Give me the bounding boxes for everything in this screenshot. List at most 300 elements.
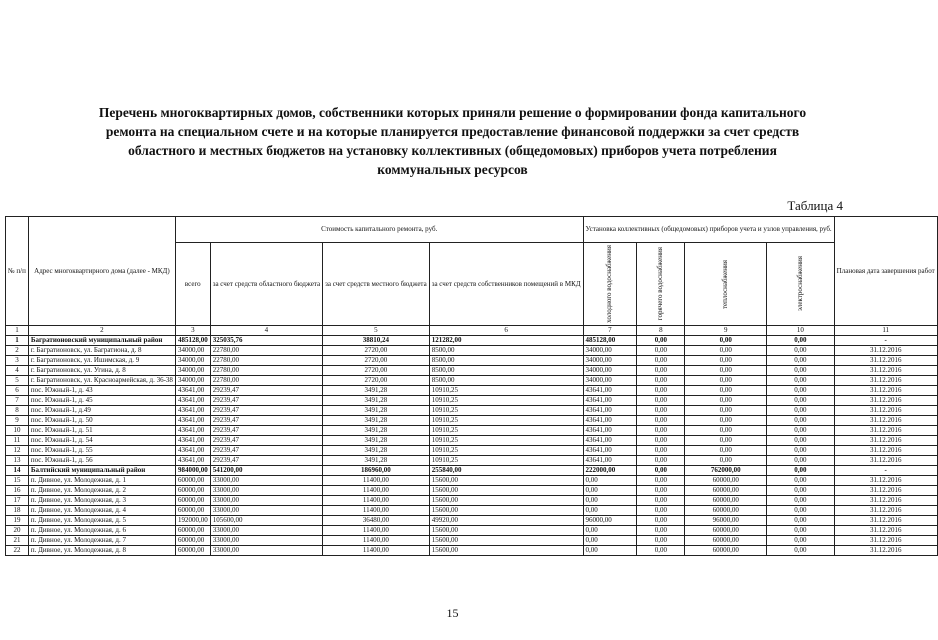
heading-line: коммунальных ресурсов bbox=[377, 162, 528, 177]
cell-electricity: 0,00 bbox=[767, 446, 835, 456]
cell-total: 43641,00 bbox=[175, 386, 210, 396]
cell-owners: 15600,00 bbox=[429, 536, 583, 546]
cell-regional: 33000,00 bbox=[210, 526, 322, 536]
cell-owners: 10910,25 bbox=[429, 426, 583, 436]
cell-date: 31.12.2016 bbox=[834, 426, 937, 436]
cell-electricity: 0,00 bbox=[767, 376, 835, 386]
column-number: 8 bbox=[637, 326, 685, 336]
cell-electricity: 0,00 bbox=[767, 476, 835, 486]
table-row bbox=[6, 526, 938, 536]
table-row bbox=[6, 496, 938, 506]
cell-cold-water: 0,00 bbox=[583, 546, 637, 556]
cell-electricity: 0,00 bbox=[767, 516, 835, 526]
cell-hot-water: 0,00 bbox=[637, 396, 685, 406]
cell-regional: 29239,47 bbox=[210, 446, 322, 456]
cell-local: 11400,00 bbox=[323, 536, 430, 546]
cell-local: 2720,00 bbox=[323, 346, 430, 356]
page-number: 15 bbox=[446, 606, 459, 620]
cell-electricity: 0,00 bbox=[767, 436, 835, 446]
cell-num: 13 bbox=[6, 456, 29, 466]
cell-date: 31.12.2016 bbox=[834, 416, 937, 426]
cell-regional: 29239,47 bbox=[210, 416, 322, 426]
cell-total: 60000,00 bbox=[175, 476, 210, 486]
cell-total: 43641,00 bbox=[175, 426, 210, 436]
header-regional: за счет средств областного бюджета bbox=[210, 243, 322, 326]
cell-heat: 0,00 bbox=[685, 426, 767, 436]
cell-electricity: 0,00 bbox=[767, 456, 835, 466]
table-row bbox=[6, 386, 938, 396]
cell-num: 6 bbox=[6, 386, 29, 396]
cell-owners: 15600,00 bbox=[429, 546, 583, 556]
cell-local: 2720,00 bbox=[323, 366, 430, 376]
cell-local: 11400,00 bbox=[323, 486, 430, 496]
cell-regional: 29239,47 bbox=[210, 386, 322, 396]
cell-total: 43641,00 bbox=[175, 406, 210, 416]
cell-hot-water: 0,00 bbox=[637, 436, 685, 446]
header-owners: за счет средств собственников помещений в МКД bbox=[429, 243, 583, 326]
cell-address: пос. Южный-1, д.49 bbox=[28, 406, 175, 416]
cell-owners: 121282,00 bbox=[429, 336, 583, 346]
column-number: 1 bbox=[6, 326, 29, 336]
heading-line: Перечень многоквартирных домов, собственники которых приняли решение о формировании фонда капитального bbox=[98, 105, 807, 120]
cell-owners: 10910,25 bbox=[429, 406, 583, 416]
table-row bbox=[6, 416, 938, 426]
column-number: 11 bbox=[834, 326, 937, 336]
header-address: Адрес многоквартирного дома (далее - МКД) bbox=[28, 217, 175, 326]
table-row bbox=[6, 396, 938, 406]
cell-heat: 0,00 bbox=[685, 446, 767, 456]
header-cost-group: Стоимость капитального ремонта, руб. bbox=[175, 217, 583, 243]
cell-date: 31.12.2016 bbox=[834, 506, 937, 516]
cell-local: 3491,28 bbox=[323, 386, 430, 396]
cell-date: 31.12.2016 bbox=[834, 526, 937, 536]
cell-cold-water: 485128,00 bbox=[583, 336, 637, 346]
cell-heat: 0,00 bbox=[685, 436, 767, 446]
cell-num: 5 bbox=[6, 376, 29, 386]
cell-num: 14 bbox=[6, 466, 29, 476]
cell-electricity: 0,00 bbox=[767, 346, 835, 356]
cell-heat: 60000,00 bbox=[685, 506, 767, 516]
cell-num: 11 bbox=[6, 436, 29, 446]
table-row bbox=[6, 456, 938, 466]
cell-hot-water: 0,00 bbox=[637, 376, 685, 386]
cell-owners: 10910,25 bbox=[429, 446, 583, 456]
cell-owners: 10910,25 bbox=[429, 456, 583, 466]
cell-owners: 8500,00 bbox=[429, 366, 583, 376]
cell-cold-water: 0,00 bbox=[583, 526, 637, 536]
table-row bbox=[6, 516, 938, 526]
cell-heat: 0,00 bbox=[685, 336, 767, 346]
cell-heat: 0,00 bbox=[685, 356, 767, 366]
cell-cold-water: 0,00 bbox=[583, 486, 637, 496]
cell-total: 60000,00 bbox=[175, 546, 210, 556]
table-row bbox=[6, 336, 938, 346]
cell-electricity: 0,00 bbox=[767, 396, 835, 406]
cell-address: Багратионовский муниципальный район bbox=[28, 336, 175, 346]
cell-total: 43641,00 bbox=[175, 416, 210, 426]
cell-num: 1 bbox=[6, 336, 29, 346]
table-row bbox=[6, 486, 938, 496]
header-cold-water-label: холодного водоснабжения bbox=[605, 245, 614, 323]
cell-heat: 0,00 bbox=[685, 396, 767, 406]
cell-owners: 15600,00 bbox=[429, 476, 583, 486]
cell-local: 3491,28 bbox=[323, 426, 430, 436]
cell-date: 31.12.2016 bbox=[834, 406, 937, 416]
cell-cold-water: 43641,00 bbox=[583, 456, 637, 466]
cell-date: 31.12.2016 bbox=[834, 366, 937, 376]
cell-total: 43641,00 bbox=[175, 396, 210, 406]
cell-address: п. Дивное, ул. Молодежная, д. 7 bbox=[28, 536, 175, 546]
cell-address: пос. Южный-1, д. 55 bbox=[28, 446, 175, 456]
table-row bbox=[6, 536, 938, 546]
cell-total: 60000,00 bbox=[175, 536, 210, 546]
column-number: 7 bbox=[583, 326, 637, 336]
cell-address: п. Дивное, ул. Молодежная, д. 2 bbox=[28, 486, 175, 496]
cell-heat: 762000,00 bbox=[685, 466, 767, 476]
cell-hot-water: 0,00 bbox=[637, 486, 685, 496]
cell-date: 31.12.2016 bbox=[834, 536, 937, 546]
table-row bbox=[6, 346, 938, 356]
cell-heat: 0,00 bbox=[685, 366, 767, 376]
cell-owners: 10910,25 bbox=[429, 386, 583, 396]
cell-heat: 60000,00 bbox=[685, 486, 767, 496]
cell-local: 3491,28 bbox=[323, 436, 430, 446]
cell-regional: 33000,00 bbox=[210, 536, 322, 546]
cell-total: 485128,00 bbox=[175, 336, 210, 346]
cell-cold-water: 0,00 bbox=[583, 536, 637, 546]
header-electricity-label: электроснабжения bbox=[795, 256, 804, 312]
cell-num: 8 bbox=[6, 406, 29, 416]
cell-local: 3491,28 bbox=[323, 396, 430, 406]
cell-heat: 0,00 bbox=[685, 376, 767, 386]
cell-regional: 29239,47 bbox=[210, 426, 322, 436]
cell-regional: 29239,47 bbox=[210, 396, 322, 406]
cell-regional: 33000,00 bbox=[210, 496, 322, 506]
header-cold-water bbox=[583, 243, 637, 326]
cell-address: г. Багратионовск, ул. Багратиона, д. 8 bbox=[28, 346, 175, 356]
heading-line: областного и местных бюджетов на установку коллективных (общедомовых) приборов учета потребления bbox=[128, 143, 777, 158]
cell-num: 15 bbox=[6, 476, 29, 486]
cell-owners: 49920,00 bbox=[429, 516, 583, 526]
cell-hot-water: 0,00 bbox=[637, 416, 685, 426]
cell-address: г. Багратионовск, ул. Ишимская, д. 9 bbox=[28, 356, 175, 366]
cell-local: 3491,28 bbox=[323, 406, 430, 416]
cell-hot-water: 0,00 bbox=[637, 356, 685, 366]
cell-date: 31.12.2016 bbox=[834, 496, 937, 506]
header-heat-label: теплоснабжения bbox=[721, 259, 730, 309]
heading-line: ремонта на специальном счете и на которые планируется предоставление финансовой поддержки за счет средств bbox=[105, 124, 800, 139]
cell-electricity: 0,00 bbox=[767, 366, 835, 376]
cell-date: 31.12.2016 bbox=[834, 446, 937, 456]
cell-heat: 0,00 bbox=[685, 406, 767, 416]
cell-hot-water: 0,00 bbox=[637, 536, 685, 546]
cell-regional: 33000,00 bbox=[210, 546, 322, 556]
cell-regional: 22780,00 bbox=[210, 376, 322, 386]
cell-regional: 29239,47 bbox=[210, 436, 322, 446]
cell-regional: 22780,00 bbox=[210, 356, 322, 366]
cell-date: 31.12.2016 bbox=[834, 346, 937, 356]
cell-regional: 105600,00 bbox=[210, 516, 322, 526]
cell-local: 11400,00 bbox=[323, 546, 430, 556]
cell-date: 31.12.2016 bbox=[834, 476, 937, 486]
cell-date: - bbox=[834, 336, 937, 346]
cell-heat: 60000,00 bbox=[685, 526, 767, 536]
header-electricity bbox=[767, 243, 835, 326]
cell-num: 10 bbox=[6, 426, 29, 436]
cell-date: 31.12.2016 bbox=[834, 486, 937, 496]
cell-electricity: 0,00 bbox=[767, 356, 835, 366]
cell-owners: 10910,25 bbox=[429, 396, 583, 406]
cell-num: 22 bbox=[6, 546, 29, 556]
cell-hot-water: 0,00 bbox=[637, 506, 685, 516]
cell-hot-water: 0,00 bbox=[637, 466, 685, 476]
cell-hot-water: 0,00 bbox=[637, 526, 685, 536]
cell-total: 34000,00 bbox=[175, 346, 210, 356]
cell-total: 43641,00 bbox=[175, 436, 210, 446]
cell-hot-water: 0,00 bbox=[637, 476, 685, 486]
cell-regional: 22780,00 bbox=[210, 346, 322, 356]
cell-owners: 15600,00 bbox=[429, 496, 583, 506]
cell-owners: 8500,00 bbox=[429, 356, 583, 366]
cell-cold-water: 43641,00 bbox=[583, 386, 637, 396]
cell-local: 3491,28 bbox=[323, 416, 430, 426]
cell-total: 34000,00 bbox=[175, 366, 210, 376]
cell-heat: 0,00 bbox=[685, 416, 767, 426]
cell-cold-water: 43641,00 bbox=[583, 396, 637, 406]
cell-total: 34000,00 bbox=[175, 376, 210, 386]
column-number: 6 bbox=[429, 326, 583, 336]
cell-regional: 541200,00 bbox=[210, 466, 322, 476]
cell-electricity: 0,00 bbox=[767, 536, 835, 546]
table-row bbox=[6, 356, 938, 366]
cell-num: 20 bbox=[6, 526, 29, 536]
cell-local: 11400,00 bbox=[323, 506, 430, 516]
header-date: Плановая дата завершения работ bbox=[834, 217, 937, 326]
cell-cold-water: 34000,00 bbox=[583, 356, 637, 366]
cell-owners: 8500,00 bbox=[429, 376, 583, 386]
cell-cold-water: 0,00 bbox=[583, 496, 637, 506]
table-row bbox=[6, 366, 938, 376]
column-number: 2 bbox=[28, 326, 175, 336]
cell-cold-water: 43641,00 bbox=[583, 426, 637, 436]
cell-electricity: 0,00 bbox=[767, 546, 835, 556]
cell-regional: 33000,00 bbox=[210, 476, 322, 486]
cell-address: Балтийский муниципальный район bbox=[28, 466, 175, 476]
cell-cold-water: 34000,00 bbox=[583, 346, 637, 356]
cell-date: 31.12.2016 bbox=[834, 356, 937, 366]
table-label: Таблица 4 bbox=[787, 198, 843, 213]
cell-regional: 325035,76 bbox=[210, 336, 322, 346]
cell-num: 17 bbox=[6, 496, 29, 506]
cell-hot-water: 0,00 bbox=[637, 446, 685, 456]
cell-num: 18 bbox=[6, 506, 29, 516]
cell-heat: 96000,00 bbox=[685, 516, 767, 526]
column-number-row bbox=[6, 326, 938, 336]
data-table bbox=[5, 216, 938, 556]
cell-local: 11400,00 bbox=[323, 476, 430, 486]
cell-hot-water: 0,00 bbox=[637, 456, 685, 466]
cell-regional: 29239,47 bbox=[210, 406, 322, 416]
cell-owners: 8500,00 bbox=[429, 346, 583, 356]
column-number: 3 bbox=[175, 326, 210, 336]
cell-local: 3491,28 bbox=[323, 446, 430, 456]
cell-hot-water: 0,00 bbox=[637, 426, 685, 436]
cell-num: 4 bbox=[6, 366, 29, 376]
cell-address: пос. Южный-1, д. 56 bbox=[28, 456, 175, 466]
header-total: всего bbox=[175, 243, 210, 326]
cell-total: 43641,00 bbox=[175, 446, 210, 456]
cell-date: 31.12.2016 bbox=[834, 516, 937, 526]
cell-num: 3 bbox=[6, 356, 29, 366]
cell-local: 3491,28 bbox=[323, 456, 430, 466]
cell-num: 19 bbox=[6, 516, 29, 526]
cell-electricity: 0,00 bbox=[767, 506, 835, 516]
header-hot-water-label: горячего водоснабжения bbox=[656, 247, 665, 321]
cell-local: 38810,24 bbox=[323, 336, 430, 346]
cell-cold-water: 43641,00 bbox=[583, 436, 637, 446]
cell-date: 31.12.2016 bbox=[834, 456, 937, 466]
cell-address: пос. Южный-1, д. 45 bbox=[28, 396, 175, 406]
cell-regional: 29239,47 bbox=[210, 456, 322, 466]
cell-cold-water: 0,00 bbox=[583, 476, 637, 486]
cell-date: 31.12.2016 bbox=[834, 386, 937, 396]
cell-owners: 15600,00 bbox=[429, 486, 583, 496]
column-number: 4 bbox=[210, 326, 322, 336]
cell-owners: 10910,25 bbox=[429, 416, 583, 426]
table-row bbox=[6, 406, 938, 416]
cell-address: пос. Южный-1, д. 50 bbox=[28, 416, 175, 426]
table-row bbox=[6, 436, 938, 446]
cell-total: 60000,00 bbox=[175, 486, 210, 496]
cell-electricity: 0,00 bbox=[767, 466, 835, 476]
column-number: 10 bbox=[767, 326, 835, 336]
cell-electricity: 0,00 bbox=[767, 336, 835, 346]
document-heading bbox=[40, 103, 865, 179]
table-row bbox=[6, 376, 938, 386]
cell-heat: 60000,00 bbox=[685, 496, 767, 506]
cell-cold-water: 43641,00 bbox=[583, 416, 637, 426]
cell-heat: 0,00 bbox=[685, 386, 767, 396]
cell-owners: 255840,00 bbox=[429, 466, 583, 476]
table-row bbox=[6, 546, 938, 556]
column-number: 9 bbox=[685, 326, 767, 336]
cell-local: 11400,00 bbox=[323, 526, 430, 536]
cell-local: 186960,00 bbox=[323, 466, 430, 476]
cell-electricity: 0,00 bbox=[767, 406, 835, 416]
cell-electricity: 0,00 bbox=[767, 426, 835, 436]
cell-cold-water: 222000,00 bbox=[583, 466, 637, 476]
header-num: № п/п bbox=[6, 217, 29, 326]
cell-address: пос. Южный-1, д. 43 bbox=[28, 386, 175, 396]
cell-address: п. Дивное, ул. Молодежная, д. 5 bbox=[28, 516, 175, 526]
cell-electricity: 0,00 bbox=[767, 416, 835, 426]
cell-cold-water: 34000,00 bbox=[583, 366, 637, 376]
cell-hot-water: 0,00 bbox=[637, 406, 685, 416]
cell-heat: 0,00 bbox=[685, 456, 767, 466]
cell-electricity: 0,00 bbox=[767, 486, 835, 496]
cell-local: 2720,00 bbox=[323, 356, 430, 366]
cell-heat: 60000,00 bbox=[685, 546, 767, 556]
cell-regional: 33000,00 bbox=[210, 486, 322, 496]
cell-hot-water: 0,00 bbox=[637, 516, 685, 526]
cell-owners: 15600,00 bbox=[429, 526, 583, 536]
cell-date: 31.12.2016 bbox=[834, 546, 937, 556]
cell-regional: 22780,00 bbox=[210, 366, 322, 376]
cell-owners: 15600,00 bbox=[429, 506, 583, 516]
cell-heat: 60000,00 bbox=[685, 536, 767, 546]
table-row bbox=[6, 426, 938, 436]
cell-cold-water: 0,00 bbox=[583, 506, 637, 516]
table-row bbox=[6, 506, 938, 516]
cell-total: 192000,00 bbox=[175, 516, 210, 526]
cell-owners: 10910,25 bbox=[429, 436, 583, 446]
table-row bbox=[6, 466, 938, 476]
table-body bbox=[6, 336, 938, 556]
cell-hot-water: 0,00 bbox=[637, 366, 685, 376]
cell-num: 12 bbox=[6, 446, 29, 456]
cell-total: 60000,00 bbox=[175, 526, 210, 536]
cell-heat: 60000,00 bbox=[685, 476, 767, 486]
cell-cold-water: 43641,00 bbox=[583, 406, 637, 416]
table-row bbox=[6, 446, 938, 456]
cell-address: п. Дивное, ул. Молодежная, д. 8 bbox=[28, 546, 175, 556]
cell-address: п. Дивное, ул. Молодежная, д. 1 bbox=[28, 476, 175, 486]
cell-regional: 33000,00 bbox=[210, 506, 322, 516]
cell-cold-water: 34000,00 bbox=[583, 376, 637, 386]
cell-address: п. Дивное, ул. Молодежная, д. 4 bbox=[28, 506, 175, 516]
cell-num: 16 bbox=[6, 486, 29, 496]
cell-electricity: 0,00 bbox=[767, 496, 835, 506]
cell-num: 21 bbox=[6, 536, 29, 546]
cell-hot-water: 0,00 bbox=[637, 346, 685, 356]
cell-local: 11400,00 bbox=[323, 496, 430, 506]
cell-date: - bbox=[834, 466, 937, 476]
cell-local: 2720,00 bbox=[323, 376, 430, 386]
cell-address: пос. Южный-1, д. 54 bbox=[28, 436, 175, 446]
cell-cold-water: 43641,00 bbox=[583, 446, 637, 456]
header-hot-water bbox=[637, 243, 685, 326]
cell-address: г. Багратионовск, ул. Красноармейская, д. 36-38 bbox=[28, 376, 175, 386]
cell-address: г. Багратионовск, ул. Угина, д. 8 bbox=[28, 366, 175, 376]
cell-date: 31.12.2016 bbox=[834, 396, 937, 406]
cell-num: 2 bbox=[6, 346, 29, 356]
cell-num: 9 bbox=[6, 416, 29, 426]
column-number: 5 bbox=[323, 326, 430, 336]
cell-date: 31.12.2016 bbox=[834, 436, 937, 446]
cell-hot-water: 0,00 bbox=[637, 336, 685, 346]
cell-heat: 0,00 bbox=[685, 346, 767, 356]
cell-hot-water: 0,00 bbox=[637, 386, 685, 396]
cell-total: 60000,00 bbox=[175, 496, 210, 506]
table-row bbox=[6, 476, 938, 486]
cell-hot-water: 0,00 bbox=[637, 546, 685, 556]
cell-address: п. Дивное, ул. Молодежная, д. 3 bbox=[28, 496, 175, 506]
header-heat bbox=[685, 243, 767, 326]
header-local: за счет средств местного бюджета bbox=[323, 243, 430, 326]
cell-num: 7 bbox=[6, 396, 29, 406]
cell-address: п. Дивное, ул. Молодежная, д. 6 bbox=[28, 526, 175, 536]
cell-address: пос. Южный-1, д. 51 bbox=[28, 426, 175, 436]
cell-local: 36480,00 bbox=[323, 516, 430, 526]
cell-total: 43641,00 bbox=[175, 456, 210, 466]
cell-total: 984000,00 bbox=[175, 466, 210, 476]
cell-total: 34000,00 bbox=[175, 356, 210, 366]
cell-date: 31.12.2016 bbox=[834, 376, 937, 386]
cell-cold-water: 96000,00 bbox=[583, 516, 637, 526]
cell-electricity: 0,00 bbox=[767, 386, 835, 396]
cell-total: 60000,00 bbox=[175, 506, 210, 516]
cell-electricity: 0,00 bbox=[767, 526, 835, 536]
